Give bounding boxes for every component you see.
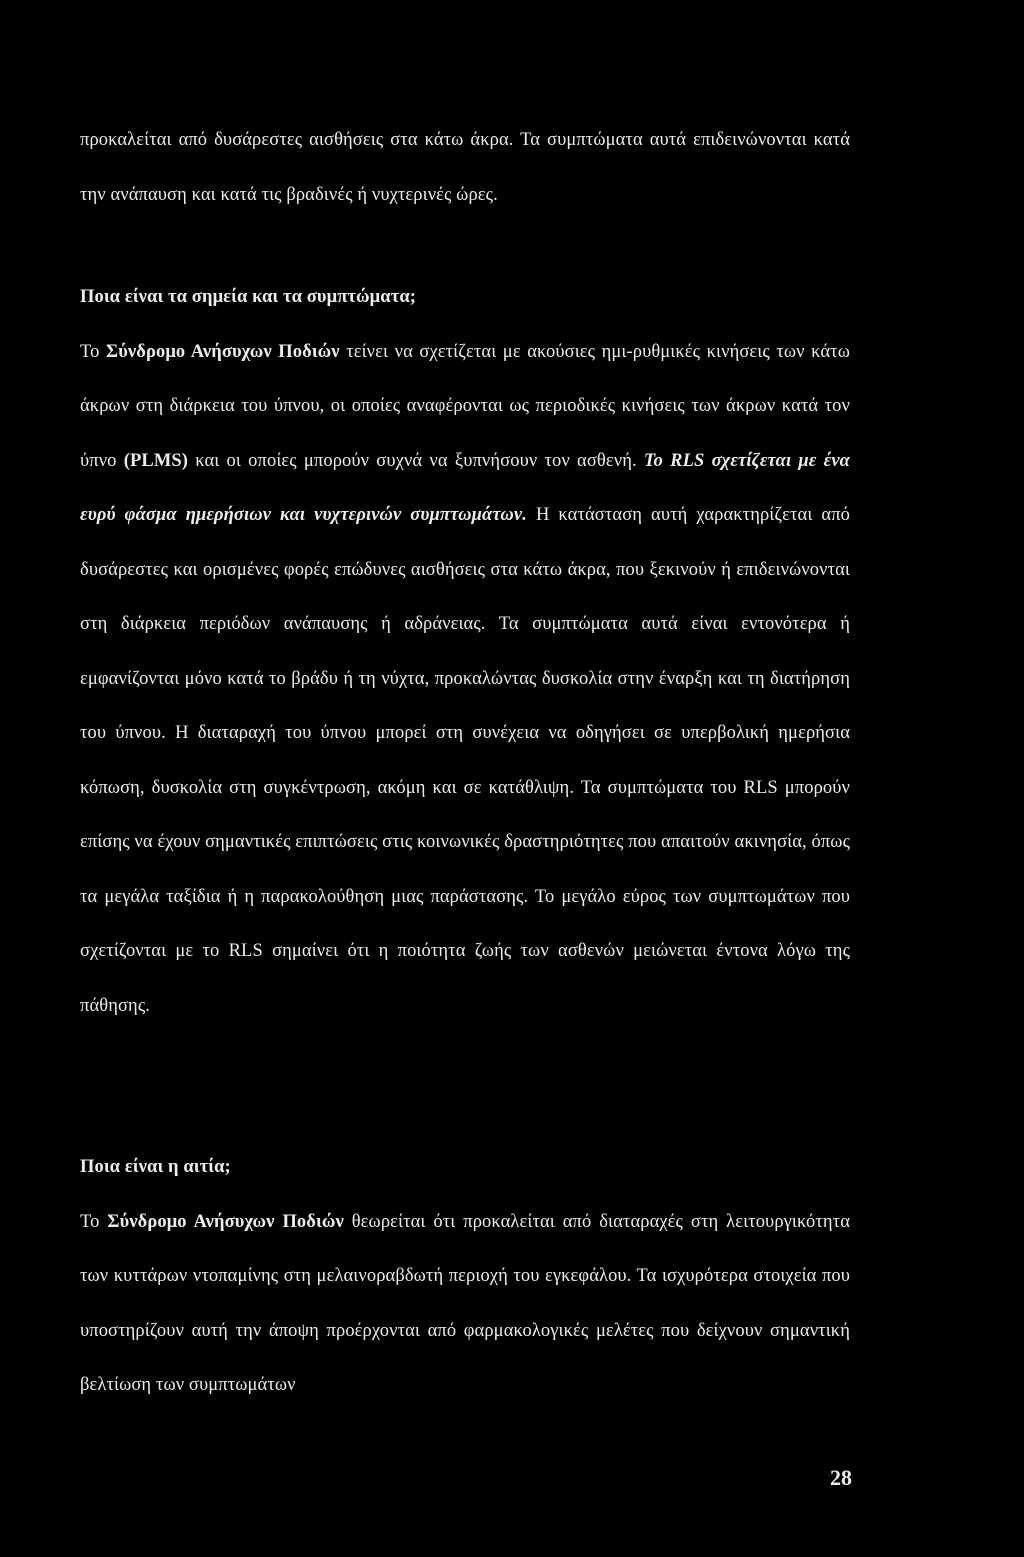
section-heading-symptoms: Ποια είναι τα σημεία και τα συμπτώματα; [80, 287, 417, 307]
symptoms-text-3: Η κατάσταση αυτή χαρακτηρίζεται από δυσάρεστες και ορισμένες φορές επώδυνες αισθήσεις στα κάτω άκρα, που ξεκινούν ή επιδεινώνονται στη διάρκεια περιόδων ανάπαυσης ή αδράνειας. Τα συμπτώματα αυτά είναι εντονότερα ή εμφανίζονται μόνο κατά το βράδυ ή τη νύχτα, προκαλώντας δυσκολία στην έναρξη και τη διατήρηση του ύπνου. Η διαταραχή του ύπνου μπορεί στη συνέχεια να οδηγήσει σε υπερβολική ημερήσια κόπωση, δυσκολία στη συγκέντρωση, ακόμη και σε κατάθλιψη. Τα συμπτώματα του RLS μπορούν επίσης να έχουν σημαντικές επιπτώσεις στις κοινωνικές δραστηριότητες που απαιτούν ακινησία, όπως τα μεγάλα ταξίδια ή η παρακολούθηση μιας παράστασης. Το μεγάλο εύρος των συμπτωμάτων που σχετίζονται με το RLS σημαίνει ότι η ποιότητα ζωής των ασθενών μειώνεται έντονα λόγω της πάθησης. [80, 505, 850, 1016]
section-symptoms [80, 270, 850, 1033]
symptoms-emphasis: Το RLS σχετίζεται με ένα ευρύ φάσμα ημερήσιων και νυχτερινών συμπτωμάτων. [80, 450, 850, 525]
cause-lead: Το [80, 1211, 108, 1232]
section-cause [80, 1140, 850, 1413]
symptoms-paragraph [80, 325, 850, 1034]
intro-text: προκαλείται από δυσάρεστες αισθήσεις στα κάτω άκρα. Τα συμπτώματα αυτά επιδεινώνονται κατά την ανάπαυση και κατά τις βραδινές ή νυχτερινές ώρες. [80, 130, 850, 205]
cause-text: θεωρείται ότι προκαλείται από διαταραχές στη λειτουργικότητα των κυττάρων ντοπαμίνης στη μελαινοραβδωτή περιοχή του εγκεφάλου. Τα ισχυρότερα στοιχεία που υποστηρίζουν αυτή την άποψη προέρχονται από φαρμακολογικές μελέτες που δείχνουν σημαντική βελτίωση των συμπτωμάτων [80, 1211, 851, 1395]
plms-abbreviation: (PLMS) [123, 450, 189, 471]
intro-paragraph [80, 113, 850, 222]
section-heading-cause: Ποια είναι η αιτία; [80, 1157, 231, 1177]
syndrome-term: Σύνδρομο Ανήσυχων Ποδιών [106, 341, 340, 362]
symptoms-lead: Το [80, 341, 106, 362]
symptoms-text-1: τείνει να σχετίζεται με ακούσιες ημι-ρυθμικές κινήσεις των κάτω άκρων στη διάρκεια του ύπνου, οι οποίες αναφέρονται ως περιοδικές κινήσεις των άκρων κατά τον ύπνο [80, 341, 850, 471]
symptoms-text-2: και οι οποίες μπορούν συχνά να ξυπνήσουν τον ασθενή. [188, 450, 644, 471]
cause-paragraph [80, 1195, 850, 1413]
syndrome-term-cause: Σύνδρομο Ανήσυχων Ποδιών [107, 1211, 344, 1232]
page-number: 28 [830, 1465, 852, 1490]
